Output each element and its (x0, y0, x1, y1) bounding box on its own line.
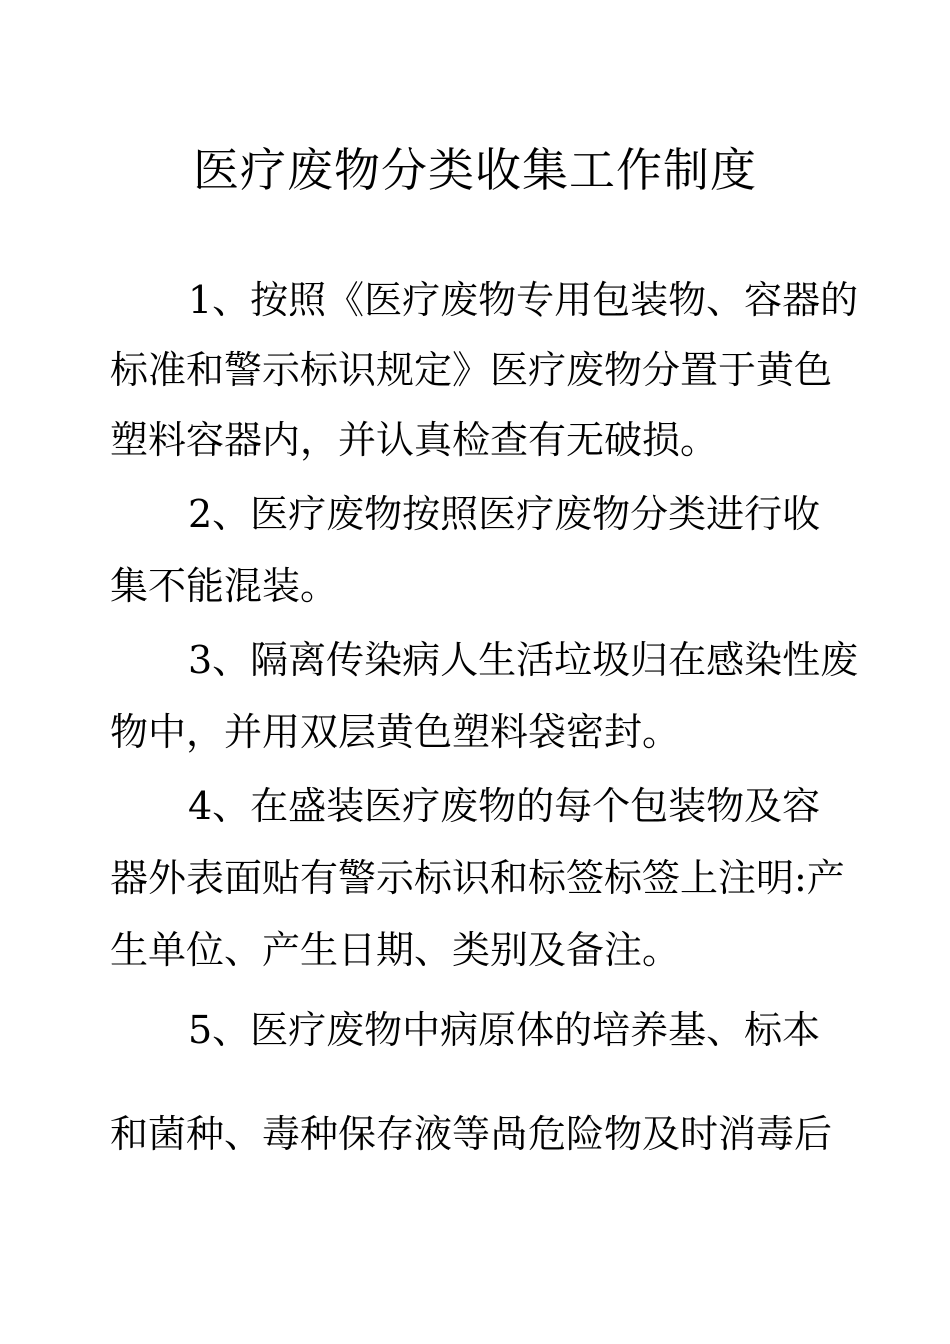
rule-1-line-1: 1、按照《医疗废物专用包装物、容器的 (188, 278, 859, 322)
rule-3-line-1: 3、隔离传染病人生活垃圾归在感染性废 (188, 638, 859, 682)
rule-2-line-1: 2、医疗废物按照医疗废物分类进行收 (188, 492, 821, 536)
rule-4-line-2: 器外表面贴有警示标识和标签标签上注明:产 (110, 856, 845, 900)
rule-5-line-1: 5、医疗废物中病原体的培养基、标本 (188, 1008, 821, 1052)
rule-4-line-1: 4、在盛装医疗废物的每个包装物及容 (188, 784, 821, 828)
document-title: 医疗废物分类收集工作制度 (193, 143, 757, 197)
rule-3-line-2: 物中，并用双层黄色塑料袋密封。 (110, 710, 681, 754)
rule-1-line-2: 标准和警示标识规定》医疗废物分置于黄色 (110, 348, 833, 392)
rule-1-line-3: 塑料容器内，并认真检查有无破损。 (110, 418, 719, 462)
rule-2-line-2: 集不能混装。 (110, 564, 339, 608)
rule-5-line-2: 和菌种、毒种保存液等咼危险物及时消毒后 (110, 1112, 833, 1156)
rule-4-line-3: 生单位、产生日期、类别及备注。 (110, 928, 681, 972)
